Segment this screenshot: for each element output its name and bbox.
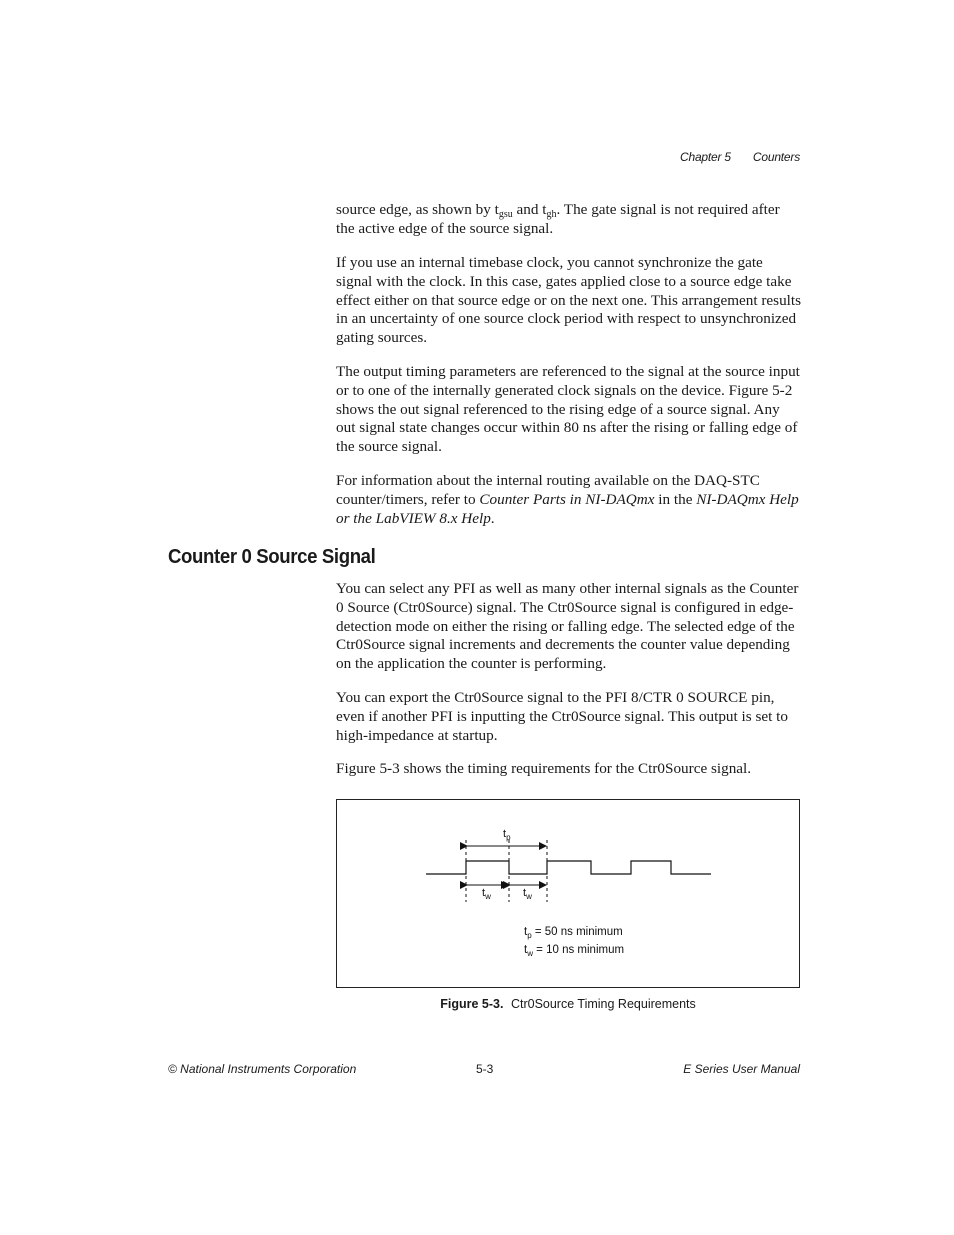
p4-text-a: For information about the internal routing available on the DAQ-STC counter/timers, refer to bbox=[336, 472, 760, 508]
p1-text-c: . The gate signal is not required after the active edge of the source signal. bbox=[336, 201, 780, 237]
tw-right-label: $t_w$ bbox=[523, 887, 532, 901]
paragraph-2: If you use an internal timebase clock, you cannot synchronize the gate signal with the clock. In this case, gates applied close to a source edge take effect either on that source edge or on the next one. This arrangement results in an uncertainty of one source clock period with respect to unsynchronized gating sources. bbox=[336, 254, 802, 347]
header-chapter: Chapter 5 bbox=[680, 150, 731, 164]
timing-diagram bbox=[337, 800, 799, 987]
p1-sub-gsu: gsu bbox=[498, 209, 513, 220]
p4-text-c: . bbox=[490, 509, 495, 527]
running-header bbox=[680, 150, 800, 164]
p4-italic-counter-parts: Counter Parts in NI-DAQmx bbox=[479, 490, 655, 508]
figure-caption bbox=[336, 997, 800, 1011]
p1-sub-gh: gh bbox=[546, 209, 557, 220]
paragraph-7: Figure 5-3 shows the timing requirements for the Ctr0Source signal. bbox=[336, 760, 752, 777]
p1-text-b: and t bbox=[512, 201, 547, 218]
note-tw-min: $t_w = 10$ ns minimum bbox=[524, 944, 625, 958]
paragraph-1 bbox=[336, 201, 802, 239]
figure-caption-label: Figure 5-3. bbox=[440, 997, 504, 1011]
figure-caption-text: Ctr0Source Timing Requirements bbox=[510, 997, 696, 1011]
paragraph-5: You can select any PFI as well as many other internal signals as the Counter 0 Source (Ctr0Source) signal. The Ctr0Source signal is configured in edge-detection mode on either the rising or falling edge. The selected edge of the Ctr0Source signal increments and decrements the counter value depending on the application the counter is performing. bbox=[336, 580, 799, 673]
paragraph-6: You can export the Ctr0Source signal to the PFI 8/CTR 0 SOURCE pin, even if another PFI is inputting the Ctr0Source signal. This output is set to high-impedance at startup. bbox=[336, 689, 788, 744]
tw-left-label: $t_w$ bbox=[482, 887, 491, 901]
footer-manual-title: E Series User Manual bbox=[683, 1062, 800, 1076]
p1-text-a: source edge, as shown by t bbox=[336, 201, 499, 218]
note-tp-min: $t_p = 50$ ns minimum bbox=[524, 926, 623, 940]
timing-diagram-frame bbox=[336, 799, 800, 988]
footer-page-number: 5-3 bbox=[476, 1062, 494, 1076]
p4-text-b: in the bbox=[654, 490, 697, 508]
footer-copyright: © National Instruments Corporation bbox=[168, 1062, 357, 1076]
source-waveform bbox=[426, 861, 711, 874]
paragraph-4 bbox=[336, 472, 802, 528]
header-section: Counters bbox=[752, 150, 800, 164]
tp-label: $t_p$ bbox=[503, 828, 511, 842]
paragraph-3: The output timing parameters are referenced to the signal at the source input or to one of the internally generated clock signals on the device. Figure 5-2 shows the out signal referenced to the rising edge of a source signal. Any out signal state changes occur within 80 ns after the rising or falling edge of the source signal. bbox=[336, 363, 800, 456]
p4-italic-help: NI-DAQmx Help or the LabVIEW 8.x Help bbox=[336, 490, 799, 527]
section-heading: Counter 0 Source Signal bbox=[168, 546, 376, 568]
